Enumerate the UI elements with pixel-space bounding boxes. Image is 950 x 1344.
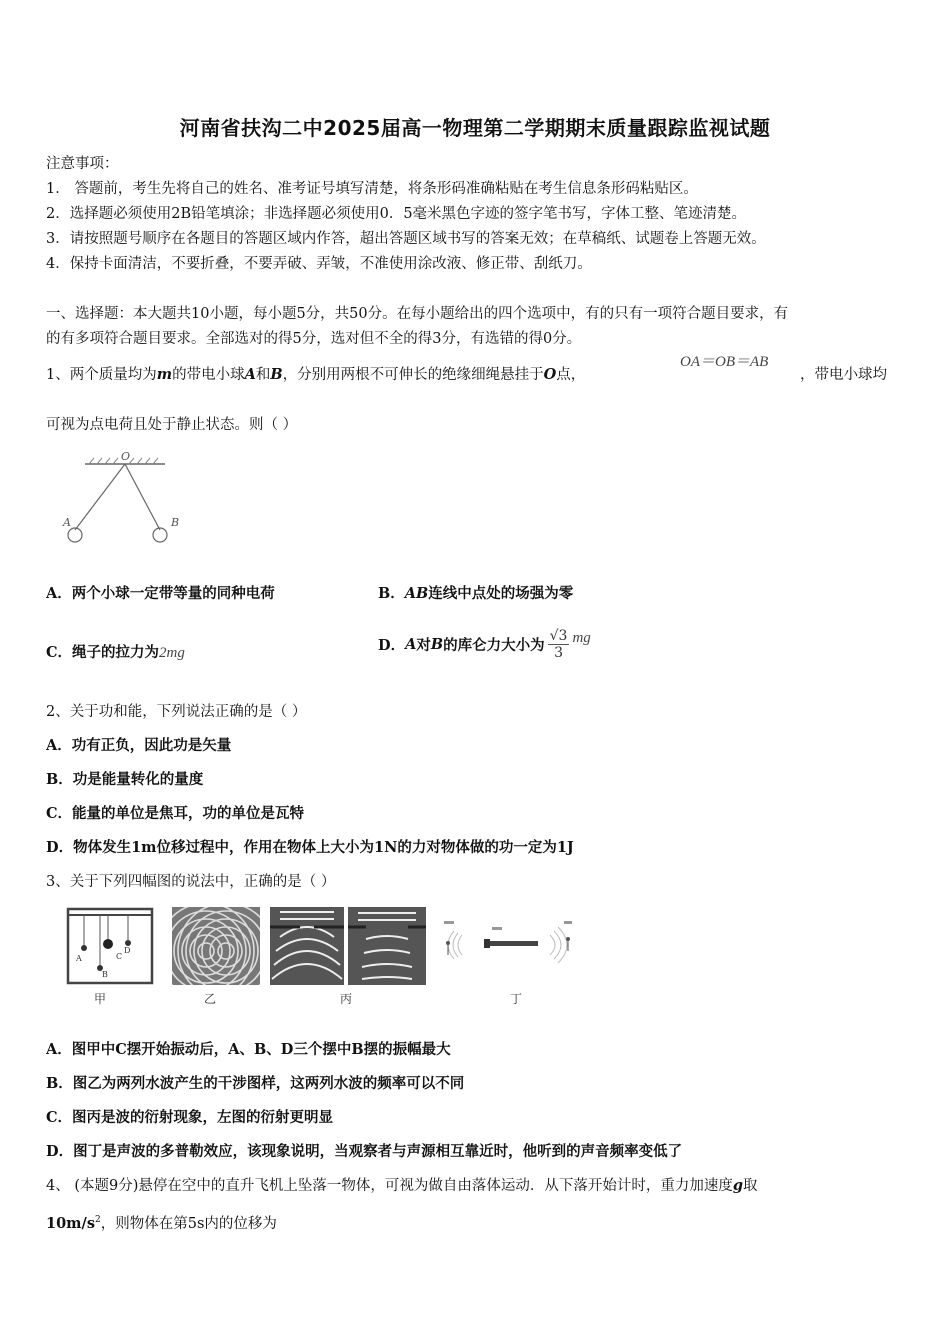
caption-jia: 甲 — [94, 992, 107, 1006]
q2-option-b: B．功是能量转化的量度 — [46, 771, 204, 788]
notice-item-3: 3．请按照题号顺序在各题目的答题区域内作答，超出答题区域书写的答案无效；在草稿纸、试题卷上答题无效。 — [46, 231, 766, 247]
q1-stem-tail: ，带电小球均 — [800, 367, 887, 383]
q3-option-b: B．图乙为两列水波产生的干涉图样，这两列水波的频率可以不同 — [46, 1075, 465, 1092]
svg-text:D: D — [124, 946, 131, 955]
q2-option-a: A．功有正负，因此功是矢量 — [46, 737, 232, 754]
q3-option-d: D．图丁是声波的多普勒效应，该现象说明，当观察者与声源相互靠近时，他听到的声音频率变低了 — [46, 1143, 683, 1160]
figure-jia-pendulums — [62, 905, 158, 987]
caption-yi: 乙 — [204, 992, 217, 1006]
svg-text:C: C — [116, 952, 123, 961]
q2-option-c: C．能量的单位是焦耳，功的单位是瓦特 — [46, 805, 305, 822]
svg-text:A: A — [76, 954, 82, 963]
page-title: 河南省扶沟二中2025届高一物理第二学期期末质量跟踪监视试题 — [179, 116, 771, 140]
q4-stem-line2: $10m/s^2$，则物体在第5s内的位移为 — [46, 1215, 277, 1232]
notice-item-2: 2．选择题必须使用2B铅笔填涂；非选择题必须使用0．5毫米黑色字迹的签字笔书写，字体工整、笔迹清楚。 — [46, 206, 747, 222]
q1-option-a: A．两个小球一定带等量的同种电荷 — [46, 585, 275, 602]
figure-bing-diffraction — [270, 907, 426, 985]
string-b — [125, 464, 160, 530]
q3-option-a: A．图甲中C摆开始振动后，A、B、D三个摆中B摆的振幅最大 — [46, 1041, 451, 1058]
sqrt3-over-3: $\frac{√3}{3}$ — [549, 627, 568, 661]
section-intro-line1: 一、选择题：本大题共10小题，每小题5分，共50分。在每小题给出的四个选项中，有的只有一项符合题目要求，有 — [46, 306, 789, 322]
q1-option-b: B．AB连线中点处的场强为零 — [378, 585, 574, 602]
notice-item-1: 1． 答题前，考生先将自己的姓名、准考证号填写清楚，将条形码准确粘贴在考生信息条形码粘贴区。 — [46, 181, 698, 197]
label-b: B — [171, 516, 180, 529]
label-a: A — [63, 516, 71, 529]
svg-text:B: B — [102, 970, 108, 979]
q1-option-d: D． A 对 B 的库仑力大小为 $\frac{√3}{3}$ mg — [378, 627, 591, 661]
q3-option-c: C．图丙是波的衍射现象，左图的衍射更明显 — [46, 1109, 334, 1126]
q2-option-d: D．物体发生1m位移过程中，作用在物体上大小为1N的力对物体做的功一定为1J — [46, 839, 574, 856]
q4-stem-line1: 4、 (本题9分)悬停在空中的直升飞机上坠落一物体，可视为做自由落体运动．从下落开始计时，重力加速度g取 — [46, 1177, 758, 1194]
notice-item-4: 4．保持卡面清洁，不要折叠，不要弄破、弄皱，不准使用涂改液、修正带、刮纸刀。 — [46, 256, 592, 272]
caption-bing: 丙 — [340, 992, 353, 1006]
figure-ding-doppler — [440, 915, 590, 975]
q3-stem: 3、关于下列四幅图的说法中，正确的是（ ） — [46, 874, 336, 890]
section-intro-line2: 的有多项符合题目要求。全部选对的得5分，选对但不全的得3分，有选错的得0分。 — [46, 331, 582, 347]
notice-heading: 注意事项： — [46, 156, 119, 172]
caption-ding: 丁 — [510, 992, 523, 1006]
q1-pendulum-figure — [55, 448, 195, 548]
figure-yi-interference — [172, 907, 260, 985]
q1-stem-line1: 1、两个质量均为m的带电小球A和B，分别用两根不可伸长的绝缘细绳悬挂于O点， — [46, 366, 586, 383]
q1-option-c: C．绳子的拉力为2mg — [46, 644, 185, 661]
ball-a — [68, 528, 82, 542]
q2-stem: 2、关于功和能，下列说法正确的是（ ） — [46, 704, 307, 720]
q1-stem-line2: 可视为点电荷且处于静止状态。则（ ） — [46, 417, 298, 433]
string-a — [75, 464, 125, 530]
ball-b — [153, 528, 167, 542]
label-o: O — [121, 450, 131, 463]
q1-formula: OA＝OB＝AB — [680, 354, 769, 370]
